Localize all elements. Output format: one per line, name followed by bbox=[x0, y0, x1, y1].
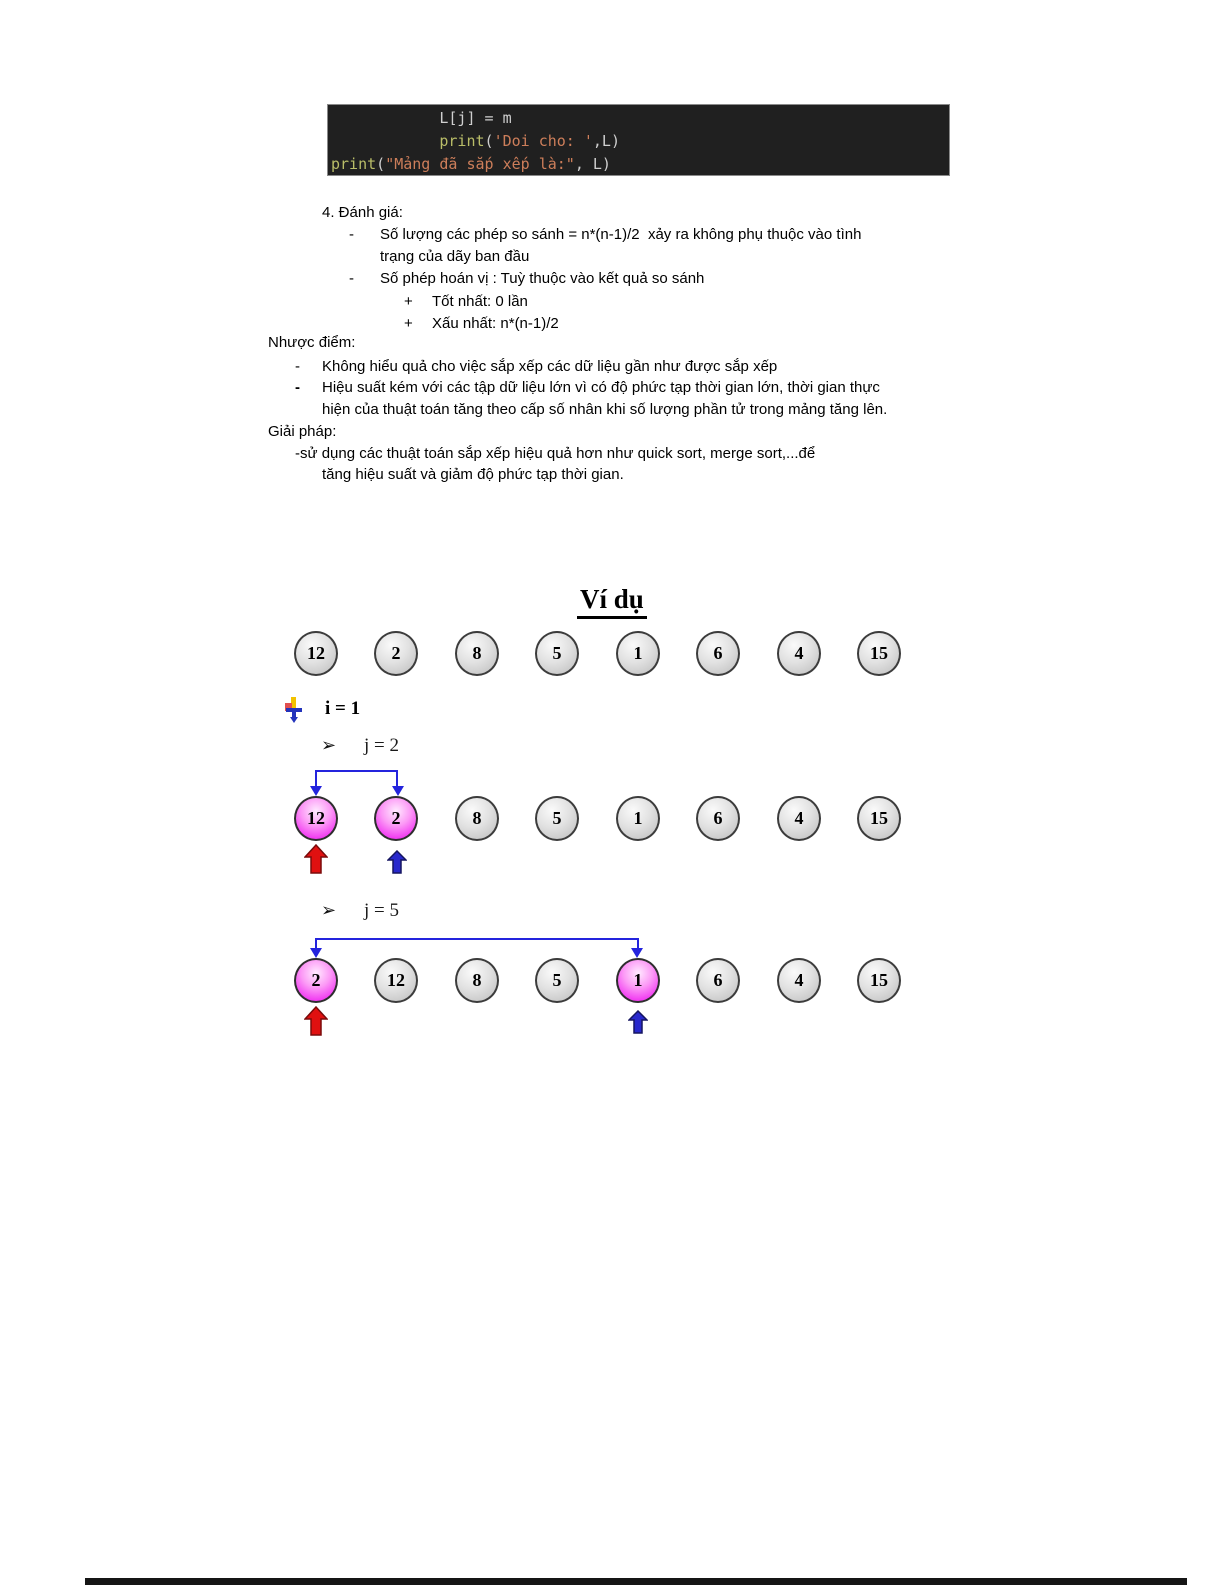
code-line bbox=[331, 153, 949, 176]
bullet-marker: - bbox=[295, 358, 300, 375]
chevron-bullet-icon: ➢ bbox=[321, 735, 337, 755]
array-cell bbox=[455, 631, 499, 676]
code-line bbox=[331, 107, 949, 130]
body-text: 4. Đánh giá: bbox=[322, 204, 403, 221]
bullet-marker: + bbox=[404, 293, 413, 310]
body-line bbox=[295, 377, 880, 399]
body-line bbox=[322, 464, 624, 486]
compass-bullet-icon bbox=[285, 697, 303, 728]
code-line bbox=[331, 130, 949, 153]
body-text: Số phép hoán vị : Tuỳ thuộc vào kết quả so sánh bbox=[380, 270, 705, 287]
body-line bbox=[295, 443, 815, 465]
array-cell bbox=[374, 958, 418, 1003]
cell-value: 15 bbox=[870, 970, 888, 990]
body-line bbox=[380, 246, 529, 268]
cell-value: 8 bbox=[472, 970, 482, 990]
body-text: Nhược điểm: bbox=[268, 334, 356, 351]
body-text: Xấu nhất: n*(n-1)/2 bbox=[432, 315, 559, 332]
array-cell bbox=[294, 796, 338, 841]
body-line bbox=[322, 399, 887, 421]
bullet-marker: - bbox=[349, 226, 354, 243]
array-cell bbox=[535, 631, 579, 676]
chevron-bullet-icon: ➢ bbox=[321, 900, 337, 920]
body-line bbox=[295, 356, 777, 378]
body-text: Giải pháp: bbox=[268, 423, 337, 440]
code-function: print bbox=[439, 132, 485, 150]
array-cell bbox=[374, 796, 418, 841]
cell-value: 4 bbox=[794, 808, 804, 828]
array-cell bbox=[857, 796, 901, 841]
bullet-marker: - bbox=[349, 270, 354, 287]
cell-value: 5 bbox=[552, 643, 562, 663]
body-text: Hiệu suất kém với các tập dữ liệu lớn vì có độ phức tạp thời gian lớn, thời gian thực bbox=[322, 379, 880, 396]
cell-value: 5 bbox=[552, 970, 562, 990]
section-heading bbox=[322, 202, 403, 224]
body-text: -sử dụng các thuật toán sắp xếp hiệu quả hơn như quick sort, merge sort,...để bbox=[295, 445, 816, 462]
bullet-marker: - bbox=[295, 379, 300, 396]
code-text: , L) bbox=[574, 155, 611, 173]
cell-value: 5 bbox=[552, 808, 562, 828]
compare-bracket bbox=[315, 770, 398, 787]
section-heading bbox=[268, 332, 355, 354]
array-cell bbox=[777, 796, 821, 841]
arrowhead-down-icon bbox=[310, 786, 322, 796]
up-arrow-blue-icon bbox=[628, 1010, 648, 1039]
cell-value: 12 bbox=[307, 643, 325, 663]
j-label: j = 5 bbox=[364, 900, 399, 921]
code-string: 'Doi cho: ' bbox=[493, 132, 593, 150]
cell-value: 2 bbox=[391, 808, 401, 828]
compare-bracket bbox=[315, 938, 639, 949]
array-cell bbox=[857, 631, 901, 676]
cell-value: 4 bbox=[794, 643, 804, 663]
body-text: tăng hiệu suất và giảm độ phức tạp thời gian. bbox=[322, 466, 624, 483]
code-string: "Mảng đã sắp xếp là:" bbox=[385, 155, 575, 173]
array-cell bbox=[616, 796, 660, 841]
body-line bbox=[404, 313, 559, 335]
body-text: trạng của dãy ban đầu bbox=[380, 248, 530, 265]
array-cell bbox=[777, 631, 821, 676]
body-text: hiện của thuật toán tăng theo cấp số nhân khi số lượng phần tử trong mảng tăng lên. bbox=[322, 401, 888, 418]
array-cell bbox=[374, 631, 418, 676]
body-line bbox=[349, 268, 704, 290]
cell-value: 2 bbox=[391, 643, 401, 663]
up-arrow-red-icon bbox=[304, 844, 328, 879]
array-cell bbox=[535, 796, 579, 841]
body-line bbox=[349, 224, 861, 246]
cell-value: 6 bbox=[713, 643, 723, 663]
array-cell bbox=[294, 958, 338, 1003]
bottom-code-block-edge bbox=[85, 1578, 1187, 1585]
code-block bbox=[327, 104, 950, 176]
arrowhead-down-icon bbox=[392, 786, 404, 796]
section-heading bbox=[268, 421, 336, 443]
code-paren: ( bbox=[484, 132, 494, 150]
cell-value: 8 bbox=[472, 643, 482, 663]
array-cell bbox=[696, 631, 740, 676]
code-text: L[j] = m bbox=[331, 109, 512, 127]
code-function: print bbox=[331, 155, 377, 173]
i-label: i = 1 bbox=[325, 698, 361, 719]
figure-title: Ví dụ bbox=[577, 584, 647, 619]
code-paren: ( bbox=[376, 155, 386, 173]
cell-value: 4 bbox=[794, 970, 804, 990]
code-text: ,L) bbox=[592, 132, 620, 150]
array-cell bbox=[777, 958, 821, 1003]
array-cell bbox=[455, 958, 499, 1003]
cell-value: 1 bbox=[633, 808, 643, 828]
cell-value: 1 bbox=[633, 970, 643, 990]
cell-value: 1 bbox=[633, 643, 643, 663]
cell-value: 2 bbox=[311, 970, 321, 990]
cell-value: 6 bbox=[713, 808, 723, 828]
array-cell bbox=[616, 958, 660, 1003]
body-text: Số lượng các phép so sánh = n*(n-1)/2 xảy ra không phụ thuộc vào tình bbox=[380, 226, 862, 243]
cell-value: 15 bbox=[870, 808, 888, 828]
cell-value: 15 bbox=[870, 643, 888, 663]
j-label: j = 2 bbox=[364, 735, 399, 756]
body-text: Không hiểu quả cho việc sắp xếp các dữ liệu gần như được sắp xếp bbox=[322, 358, 778, 375]
body-line bbox=[404, 291, 528, 313]
arrowhead-down-icon bbox=[310, 948, 322, 958]
array-cell bbox=[535, 958, 579, 1003]
cell-value: 12 bbox=[307, 808, 325, 828]
array-cell bbox=[616, 631, 660, 676]
cell-value: 12 bbox=[387, 970, 405, 990]
up-arrow-red-icon bbox=[304, 1006, 328, 1041]
arrowhead-down-icon bbox=[631, 948, 643, 958]
array-cell bbox=[294, 631, 338, 676]
up-arrow-blue-icon bbox=[387, 850, 407, 879]
array-cell bbox=[857, 958, 901, 1003]
array-cell bbox=[696, 958, 740, 1003]
array-cell bbox=[696, 796, 740, 841]
cell-value: 8 bbox=[472, 808, 482, 828]
code-indent bbox=[331, 132, 439, 150]
body-text: Tốt nhất: 0 lần bbox=[432, 293, 528, 310]
array-cell bbox=[455, 796, 499, 841]
bullet-marker: + bbox=[404, 315, 413, 332]
cell-value: 6 bbox=[713, 970, 723, 990]
